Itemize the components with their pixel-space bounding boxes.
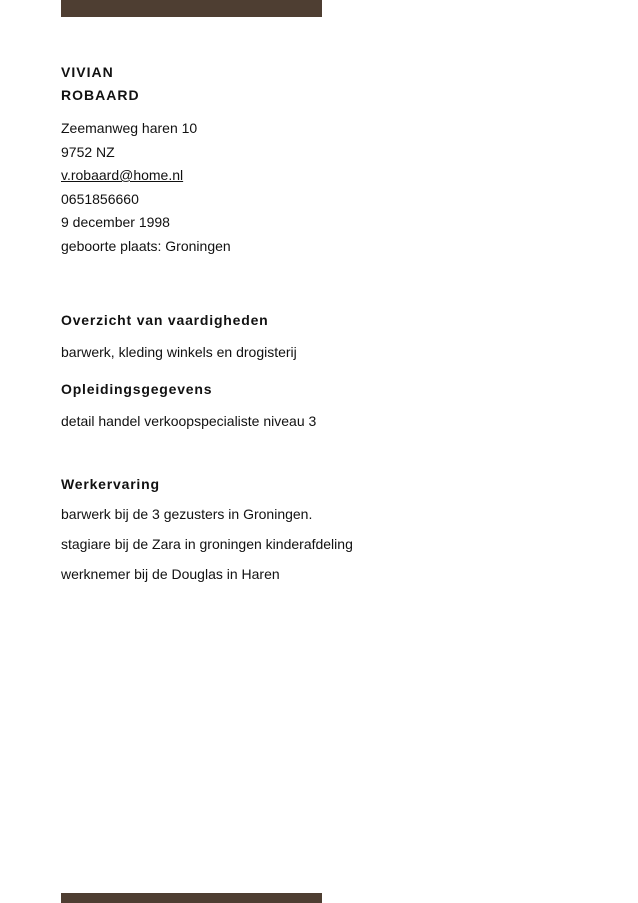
first-name: VIVIAN (61, 64, 114, 80)
experience-heading: Werkervaring (61, 476, 160, 492)
top-decorative-bar (61, 0, 322, 17)
skills-heading: Overzicht van vaardigheden (61, 312, 269, 328)
experience-section (61, 474, 581, 584)
experience-item: stagiare bij de Zara in groningen kinderafdeling (61, 536, 353, 552)
skills-section (61, 310, 581, 362)
address: Zeemanweg haren 10 (61, 120, 198, 136)
education-section (61, 379, 581, 431)
experience-item: barwerk bij de 3 gezusters in Groningen. (61, 506, 313, 522)
cv-document (61, 61, 581, 584)
skills-text: barwerk, kleding winkels en drogisterij (61, 344, 297, 360)
birthdate: 9 december 1998 (61, 214, 170, 230)
email-link[interactable]: v.robaard@home.nl (61, 167, 184, 183)
birthplace: geboorte plaats: Groningen (61, 237, 231, 254)
education-heading: Opleidingsgegevens (61, 381, 213, 397)
last-name: ROBAARD (61, 87, 140, 103)
bottom-decorative-bar (61, 893, 322, 903)
phone-number: 0651856660 (61, 190, 139, 207)
postcode: 9752 NZ (61, 143, 115, 160)
experience-item: werknemer bij de Douglas in Haren (61, 566, 280, 582)
contact-details (61, 117, 581, 258)
education-text: detail handel verkoopspecialiste niveau 3 (61, 413, 317, 429)
name-block (61, 61, 581, 107)
